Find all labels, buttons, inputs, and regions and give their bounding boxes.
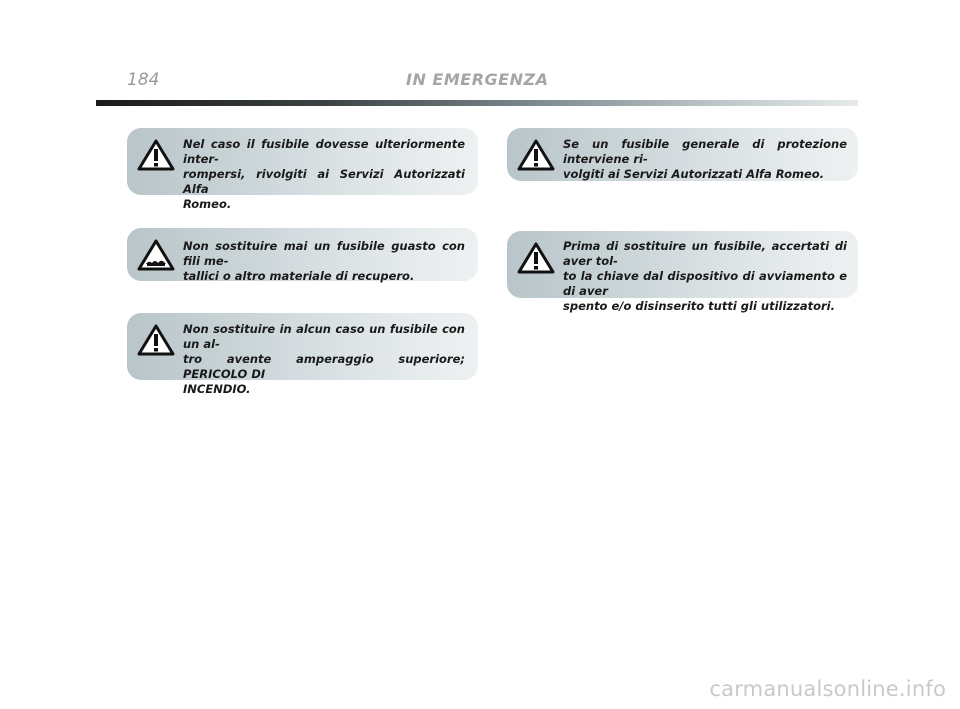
- warning-text-line: to la chiave dal dispositivo di avviamento e di aver: [563, 269, 847, 298]
- warning-triangle-icon: [137, 138, 175, 172]
- warning-triangle-icon: [137, 323, 175, 357]
- warning-text-line: volgiti ai Servizi Autorizzati Alfa Romeo.: [563, 167, 825, 181]
- watermark: carmanualsonline.info: [709, 677, 946, 701]
- environment-warning-icon: [137, 238, 175, 272]
- header-rule: [96, 100, 858, 106]
- warning-text-line: rompersi, rivolgiti ai Servizi Autorizzati Alfa: [183, 167, 465, 196]
- warning-text: [183, 137, 465, 212]
- warning-text: [563, 137, 847, 182]
- warning-text: [183, 239, 465, 284]
- warning-box-remove-key: [507, 231, 858, 313]
- warning-text: [563, 239, 847, 314]
- warning-text-line: Prima di sostituire un fusibile, accertati di aver tol-: [563, 239, 847, 268]
- warning-text-line: Non sostituire mai un fusibile guasto con fili me-: [183, 239, 465, 268]
- warning-box-fuse-repeat: [127, 128, 478, 211]
- warning-text-line: Non sostituire in alcun caso un fusibile con un al-: [183, 322, 465, 351]
- warning-text-line: spento e/o disinserito tutti gli utilizzatori.: [563, 299, 835, 313]
- warning-box-main-fuse: [507, 128, 858, 181]
- warning-box-no-metal-wires: [127, 228, 478, 281]
- page-number: 184: [127, 70, 160, 90]
- warning-text-line: tallici o altro materiale di recupero.: [183, 269, 415, 283]
- section-title: IN EMERGENZA: [406, 70, 549, 89]
- warning-text: [183, 322, 465, 397]
- warning-text-line: tro avente amperaggio superiore; PERICOLO DI: [183, 352, 465, 381]
- warning-triangle-icon: [517, 241, 555, 275]
- warning-text-line: INCENDIO.: [183, 382, 251, 396]
- warning-box-higher-amperage: [127, 313, 478, 396]
- warning-text-line: Romeo.: [183, 197, 232, 211]
- warning-text-line: Se un fusibile generale di protezione interviene ri-: [563, 137, 847, 166]
- warning-text-line: Nel caso il fusibile dovesse ulteriormente inter-: [183, 137, 465, 166]
- warning-triangle-icon: [517, 138, 555, 172]
